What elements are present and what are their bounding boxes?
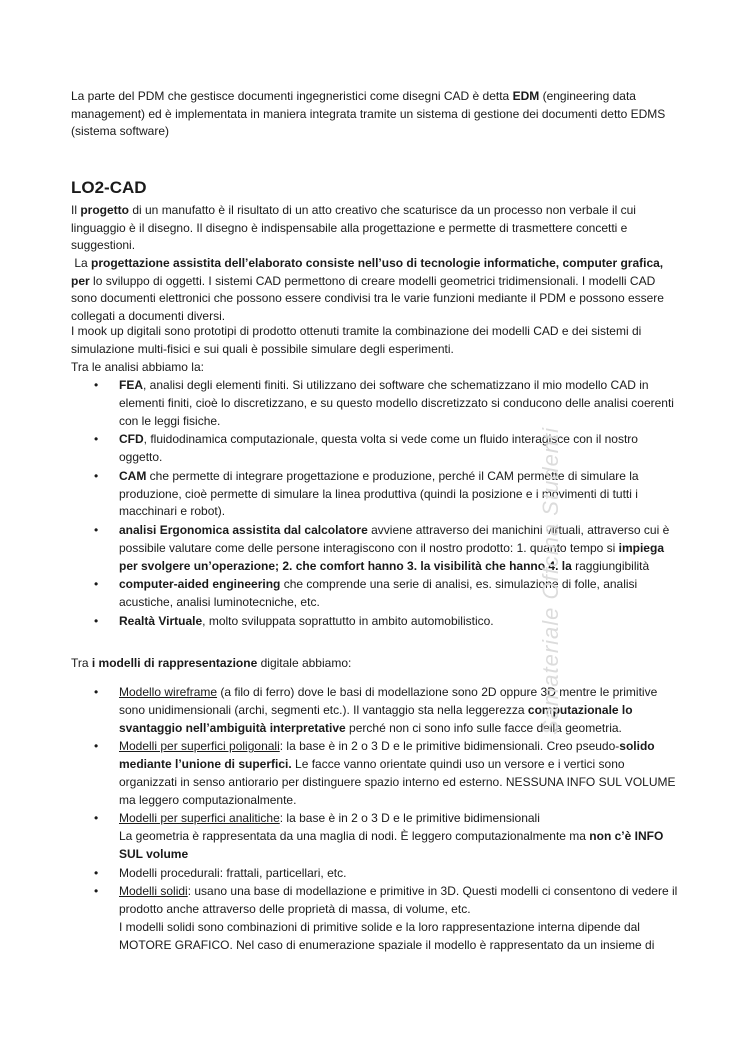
- paragraph-analisi-intro: Tra le analisi abbiamo la:: [71, 360, 204, 374]
- bold-text: i modelli di rappresentazione: [91, 656, 258, 670]
- text: , fluidodinamica computazionale, questa volta si vede come un fluido interagisce con il nostro oggetto.: [119, 432, 638, 465]
- list-item: [71, 522, 681, 575]
- list-item: [71, 738, 681, 809]
- bold-text: non c’è INFO SUL volume: [119, 829, 664, 861]
- text: : la base è in 2 o 3 D e le primitive bidimensionali: [279, 811, 540, 826]
- text: Tra: [71, 656, 92, 670]
- bold-text: progetto: [80, 203, 129, 217]
- text: , molto sviluppata soprattutto in ambito automobilistico.: [202, 613, 494, 628]
- bullet: •: [94, 523, 99, 538]
- intro-paragraph: [71, 88, 676, 141]
- underlined-text: Modelli per superfici poligonali: [119, 739, 280, 754]
- text: Modelli procedurali: frattali, particellari, etc.: [119, 865, 347, 880]
- list-item: [71, 684, 681, 737]
- text: : la base è in 2 o 3 D e le primitive bidimensionali. Creo pseudo-: [279, 739, 620, 754]
- bullet: •: [94, 685, 99, 699]
- bold-text: CFD: [119, 432, 144, 447]
- analyses-list: [71, 377, 681, 632]
- bold-text: EDM: [512, 89, 540, 103]
- bullet: •: [94, 865, 99, 880]
- text: avviene attraverso dei manichini virtuali, attraverso cui è possibile valutare come delle persone interagiscono con il nostro prodotto: 1. quanto tempo si: [119, 523, 670, 555]
- text: : usano una base di modellazione e primitive in 3D. Questi modelli ci consentono di vedere il prodotto anche attraverso delle proprietà di massa, di volume, etc.: [119, 884, 678, 917]
- bullet: •: [94, 884, 99, 899]
- text: che permette di integrare progettazione e produzione, perché il CAM permette di simulare la produzione, cioè permette di simulare la linea produttiva (quindi la posizione e i movimenti di tutti i macchinari e robot).: [119, 468, 639, 519]
- watermark: Samateriale Offcina Studenti: [538, 426, 563, 735]
- bullet: •: [94, 468, 99, 483]
- bold-text: computazionale lo svantaggio nell’ambiguità interpretative: [119, 702, 633, 735]
- paragraph-modelli-intro: [71, 655, 676, 673]
- text: I modelli solidi sono combinazioni di primitive solide e la loro rappresentazione interna dipende dal MOTORE GRAFICO. Nel caso di enumerazione spaziale il modello è rappresentato da un insieme di: [119, 919, 655, 952]
- bullet: •: [94, 577, 99, 592]
- underlined-text: Modelli per superfici analitiche: [119, 811, 280, 826]
- bold-text: solido mediante l’unione di superfici.: [119, 739, 655, 772]
- text: La: [71, 256, 92, 270]
- text: Il: [71, 203, 81, 217]
- bullet: •: [94, 432, 99, 447]
- models-list: [71, 684, 681, 955]
- list-item: [71, 883, 681, 954]
- list-item: [71, 576, 681, 612]
- list-item: [71, 377, 681, 430]
- paragraph-cad: [71, 255, 676, 325]
- underlined-text: Modelli solidi: [119, 884, 188, 899]
- bullet: •: [94, 378, 99, 392]
- text: (a filo di ferro) dove le basi di modellazione sono 2D oppure 3D mentre le primitive sono unidimensionali (archi, segmenti etc.). Il vantaggio sta nella leggerezza: [119, 685, 658, 717]
- text: perché non ci sono info sulle facce della geometria.: [345, 720, 622, 735]
- bullet: •: [94, 613, 99, 628]
- bold-text: computer-aided engineering: [119, 577, 281, 592]
- bullet: •: [94, 811, 99, 826]
- text: di un manufatto è il risultato di un atto creativo che scaturisce da un processo non verbale il cui linguaggio è il disegno. Il disegno è indispensabile alla progettazione e permette di trasmettere concetti e suggestioni.: [71, 203, 636, 253]
- text: raggiungibilità: [571, 558, 650, 573]
- bold-text: Realtà Virtuale: [119, 613, 203, 628]
- text: digitale abbiamo:: [257, 656, 352, 670]
- bold-text: FEA: [119, 378, 143, 392]
- paragraph-progetto: [71, 202, 676, 255]
- text: Le facce vanno orientate quindi uso un versore e i vertici sono organizzati in senso antiorario per distinguere spazio interno ed esterno. NESSUNA INFO SUL VOLUME ma leggero computazionalmente.: [119, 757, 676, 807]
- text: che comprende una serie di analisi, es. simulazione di folle, analisi acustiche, analisi luminotecniche, etc.: [119, 577, 638, 610]
- bold-text: impiega per svolgere un’operazione; 2. che comfort hanno 3. la visibilità che hanno 4. la: [119, 540, 664, 573]
- text: , analisi degli elementi finiti. Si utilizzano dei software che schematizzano il mio modello CAD in elementi finiti, cioè lo discretizzano, e su questo modello discretizzato si conducono delle analisi coerenti con le leggi fisiche.: [119, 378, 674, 428]
- list-item: [71, 431, 681, 467]
- section-heading: LO2-CAD: [71, 178, 147, 197]
- paragraph-mockup: I mook up digitali sono prototipi di prodotto ottenuti tramite la combinazione dei modelli CAD e dei sistemi di simulazione multi-fisici e sui quali è possibile simulare degli esperimenti.: [71, 324, 642, 356]
- bold-text: CAM: [119, 468, 147, 483]
- text: La geometria è rappresentata da una maglia di nodi. È leggero computazionalmente ma: [119, 829, 590, 844]
- underlined-text: Modello wireframe: [119, 685, 218, 699]
- list-item: [71, 810, 681, 863]
- list-item: [71, 865, 681, 883]
- text: (engineering data management) ed è implementata in maniera integrata tramite un sistema di gestione dei documenti detto EDMS (sistema software): [71, 89, 666, 139]
- bold-text: progettazione assistita dell’elaborato consiste nell’uso di tecnologie informatiche, computer grafica, per: [71, 256, 664, 288]
- bullet: •: [94, 739, 99, 754]
- text: La parte del PDM che gestisce documenti ingegneristici come disegni CAD è detta: [71, 89, 513, 103]
- list-item: [71, 468, 681, 521]
- text: lo sviluppo di oggetti. I sistemi CAD permettono di creare modelli geometrici tridimensionali. I modelli CAD sono documenti elettronici che possono essere condivisi tra le varie funzioni mediante il PDM e possono essere collegati a documenti diversi.: [71, 273, 664, 323]
- bold-text: analisi Ergonomica assistita dal calcolatore: [119, 523, 368, 538]
- list-item: [71, 613, 681, 631]
